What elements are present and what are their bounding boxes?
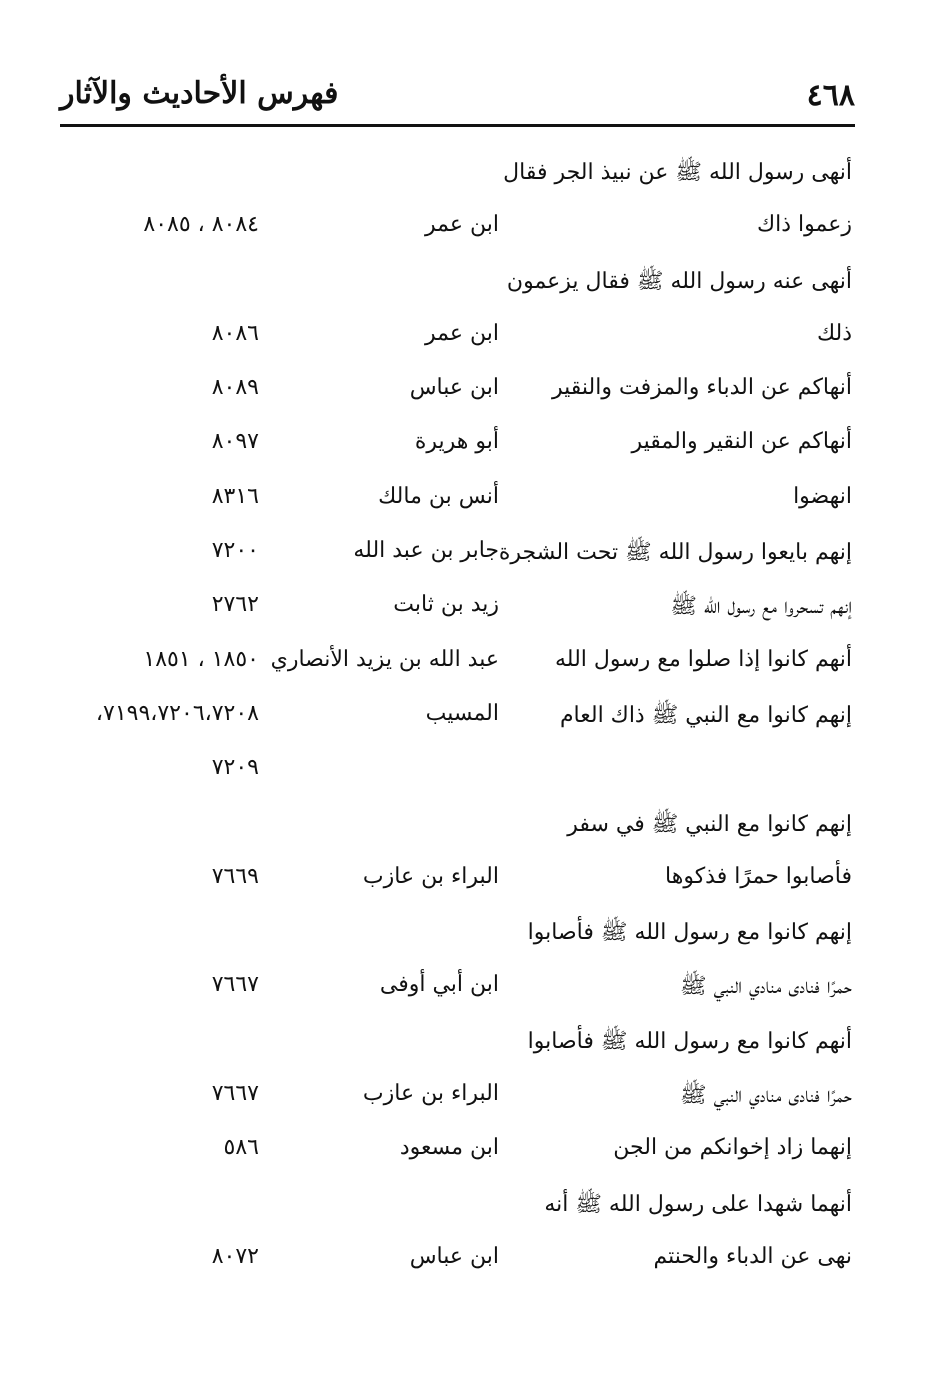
page-title: فهرس الأحاديث والآثار	[60, 76, 339, 111]
narrator: ابن عباس	[409, 1243, 499, 1269]
hadith-text: حمرًا فنادى منادي النبي ﷺ	[680, 974, 852, 1000]
header-rule	[60, 124, 855, 127]
narrator: البراء بن عازب	[362, 863, 499, 889]
hadith-text: إنهم بايعوا رسول الله ﷺ تحت الشجرة	[498, 540, 852, 566]
narrator: ابن عمر	[425, 212, 499, 238]
hadith-number: ٧٦٦٩	[211, 863, 259, 889]
index-row	[0, 908, 932, 962]
index-row	[0, 474, 932, 528]
index-row	[0, 1125, 932, 1179]
narrator: أنس بن مالك	[378, 483, 499, 509]
hadith-text: أنهاكم عن الدباء والمزفت والنقير	[552, 375, 852, 401]
index-row	[0, 1234, 932, 1288]
hadith-text: فأصابوا حمرًا فذكوها	[665, 863, 852, 889]
index-row	[0, 745, 932, 799]
index-row	[0, 311, 932, 365]
narrator: أبو هريرة	[414, 429, 499, 455]
index-row	[0, 1071, 932, 1125]
narrator: ابن مسعود	[399, 1135, 499, 1161]
hadith-number: ٨٠٨٤ ، ٨٠٨٥	[143, 212, 259, 238]
hadith-text: زعموا ذاك	[757, 212, 852, 238]
hadith-number: ٧٢٠٠	[211, 538, 259, 564]
page-number: ٤٦٨	[806, 78, 855, 113]
index-row	[0, 582, 932, 636]
narrator: البراء بن عازب	[362, 1081, 499, 1107]
hadith-text: حمرًا فنادى منادي النبي ﷺ	[680, 1083, 852, 1109]
index-row	[0, 365, 932, 419]
index-row	[0, 1017, 932, 1071]
hadith-text: أنهم كانوا إذا صلوا مع رسول الله	[554, 646, 852, 672]
index-row	[0, 800, 932, 854]
index-row	[0, 148, 932, 202]
narrator: عبد الله بن يزيد الأنصاري	[270, 646, 499, 672]
narrator: جابر بن عبد الله	[353, 538, 499, 564]
hadith-text: نهى عن الدباء والحنتم	[653, 1243, 852, 1269]
hadith-text: إنهم كانوا مع النبي ﷺ ذاك العام	[559, 702, 852, 728]
index-entries	[0, 148, 932, 1288]
hadith-number: ٨٠٨٦	[211, 320, 259, 346]
hadith-text: أنهم كانوا مع رسول الله ﷺ فأصابوا	[527, 1028, 852, 1054]
hadith-number: ٥٨٦	[223, 1135, 259, 1161]
hadith-number: ٧٦٦٧	[211, 972, 259, 998]
index-row	[0, 528, 932, 582]
hadith-text: انهضوا	[793, 483, 852, 509]
hadith-text: إنهم كانوا مع رسول الله ﷺ فأصابوا	[527, 920, 852, 946]
index-row	[0, 691, 932, 745]
hadith-number: ٨٠٧٢	[211, 1243, 259, 1269]
hadith-text: ذلك	[816, 320, 852, 346]
hadith-number: ٧٢٠٩	[211, 755, 259, 781]
narrator: ابن أبي أوفى	[379, 972, 499, 998]
narrator: ابن عمر	[425, 320, 499, 346]
hadith-text: أنهما شهدا على رسول الله ﷺ أنه	[544, 1191, 852, 1217]
hadith-number: ٨٠٨٩	[211, 375, 259, 401]
hadith-text: إنهم تسحروا مع رسول الله ﷺ	[670, 594, 852, 620]
hadith-text: أنهى رسول الله ﷺ عن نبيذ الجر فقال	[503, 160, 852, 185]
index-row	[0, 1180, 932, 1234]
index-row	[0, 419, 932, 473]
hadith-number: ٧٦٦٧	[211, 1081, 259, 1107]
hadith-number: ٢٧٦٢	[211, 592, 259, 618]
hadith-text: إنهما زاد إخوانكم من الجن	[613, 1135, 852, 1161]
hadith-number: ٧١٩٩،٧٢٠٦،٧٢٠٨،	[95, 700, 259, 726]
index-row	[0, 962, 932, 1016]
hadith-text: أنهاكم عن النقير والمقير	[631, 429, 852, 455]
hadith-number: ٨٠٩٧	[211, 429, 259, 455]
hadith-text: أنهى عنه رسول الله ﷺ فقال يزعمون	[506, 268, 852, 294]
hadith-number: ٨٣١٦	[211, 483, 259, 509]
index-row	[0, 637, 932, 691]
narrator: المسيب	[425, 700, 499, 726]
narrator: زيد بن ثابت	[393, 592, 499, 618]
index-row	[0, 854, 932, 908]
narrator: ابن عباس	[409, 375, 499, 401]
index-row	[0, 257, 932, 311]
index-row	[0, 202, 932, 256]
hadith-text: إنهم كانوا مع النبي ﷺ في سفر	[567, 811, 852, 837]
page-header	[60, 70, 855, 120]
hadith-number: ١٨٥٠ ، ١٨٥١	[143, 646, 259, 672]
